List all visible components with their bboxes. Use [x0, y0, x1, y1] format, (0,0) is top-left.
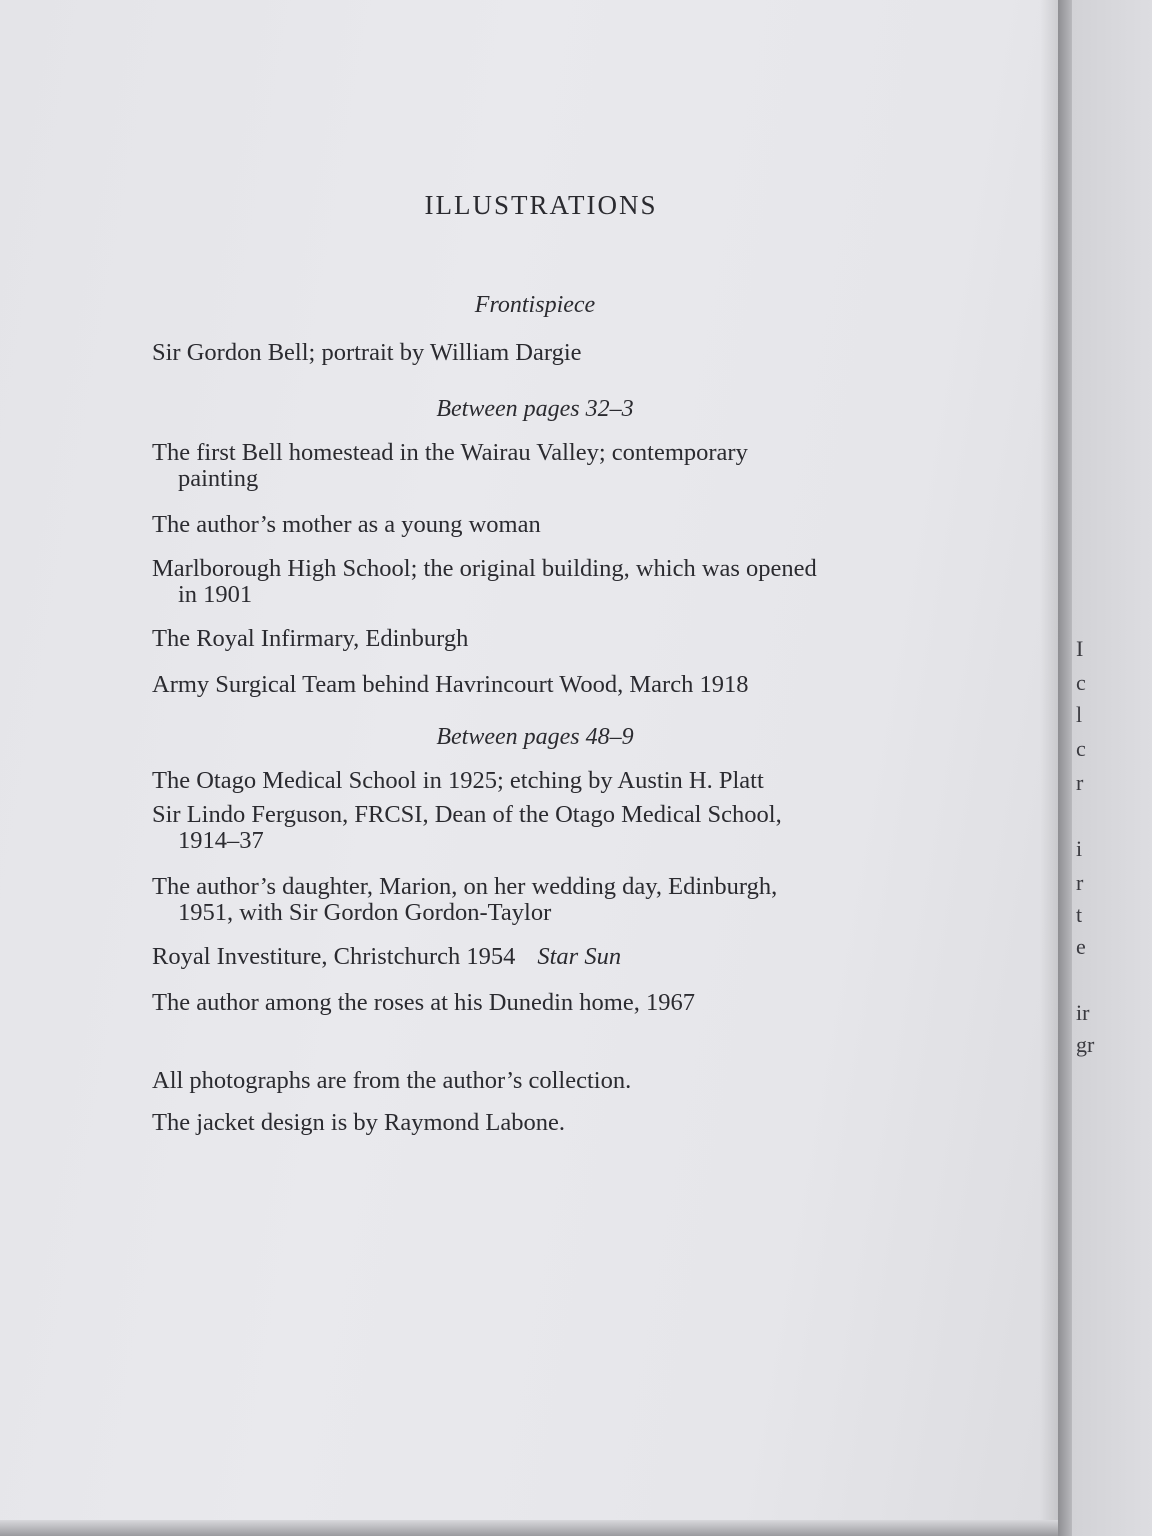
illustration-entry	[152, 802, 932, 854]
illustration-entry: The Otago Medical School in 1925; etching by Austin H. Platt	[152, 767, 764, 794]
illustration-entry: The author’s mother as a young woman	[152, 511, 541, 538]
illustration-entry: Army Surgical Team behind Havrincourt Wood, March 1918	[152, 671, 749, 698]
facing-page-fragment: i	[1076, 836, 1083, 861]
entry-continuation-line: in 1901	[178, 581, 253, 608]
jacket-design-note: The jacket design is by Raymond Labone.	[152, 1109, 565, 1136]
page-shadow	[1040, 0, 1058, 1536]
photo-credit: Star Sun	[537, 943, 622, 970]
page-heading: ILLUSTRATIONS	[424, 190, 658, 220]
facing-page-fragment: t	[1076, 902, 1083, 927]
entry-continuation-line: 1914–37	[178, 827, 264, 854]
illustration-entry	[152, 440, 932, 492]
collection-note: All photographs are from the author’s collection.	[152, 1067, 632, 1094]
illustration-entry: The Royal Infirmary, Edinburgh	[152, 625, 469, 652]
entry-text: Royal Investiture, Christchurch 1954	[152, 943, 516, 970]
entry-continuation-line: 1951, with Sir Gordon Gordon-Taylor	[178, 899, 552, 926]
facing-page-fragment: gr	[1076, 1032, 1095, 1057]
facing-page-fragment: l	[1076, 702, 1083, 727]
illustration-entry: Sir Gordon Bell; portrait by William Dargie	[152, 339, 582, 366]
illustration-entry	[152, 556, 932, 608]
illustration-entry: The author among the roses at his Dunedin home, 1967	[152, 989, 695, 1016]
book-gutter	[1058, 0, 1072, 1536]
illustration-entry	[152, 944, 932, 970]
facing-page	[1072, 0, 1152, 1536]
entry-continuation-line: painting	[178, 465, 259, 492]
entry-line: The first Bell homestead in the Wairau Valley; contemporary	[152, 439, 748, 466]
entry-line: Marlborough High School; the original building, which was opened	[152, 555, 817, 582]
section-title-frontispiece: Frontispiece	[474, 292, 596, 318]
page-bottom-edge	[0, 1520, 1058, 1536]
entry-line: Sir Lindo Ferguson, FRCSI, Dean of the Otago Medical School,	[152, 801, 782, 828]
entry-line: The author’s daughter, Marion, on her wedding day, Edinburgh,	[152, 873, 778, 900]
facing-page-fragment: ir	[1076, 1000, 1090, 1025]
section-title-pages-32-3: Between pages 32–3	[436, 396, 634, 422]
facing-page-fragment: c	[1076, 736, 1086, 761]
facing-page-fragment: e	[1076, 934, 1086, 959]
illustration-entry	[152, 874, 932, 926]
facing-page-fragment: I	[1076, 636, 1084, 661]
facing-page-fragment: r	[1076, 770, 1084, 795]
section-title-pages-48-9: Between pages 48–9	[436, 724, 634, 750]
facing-page-fragment: c	[1076, 670, 1086, 695]
facing-page-fragment: r	[1076, 870, 1084, 895]
